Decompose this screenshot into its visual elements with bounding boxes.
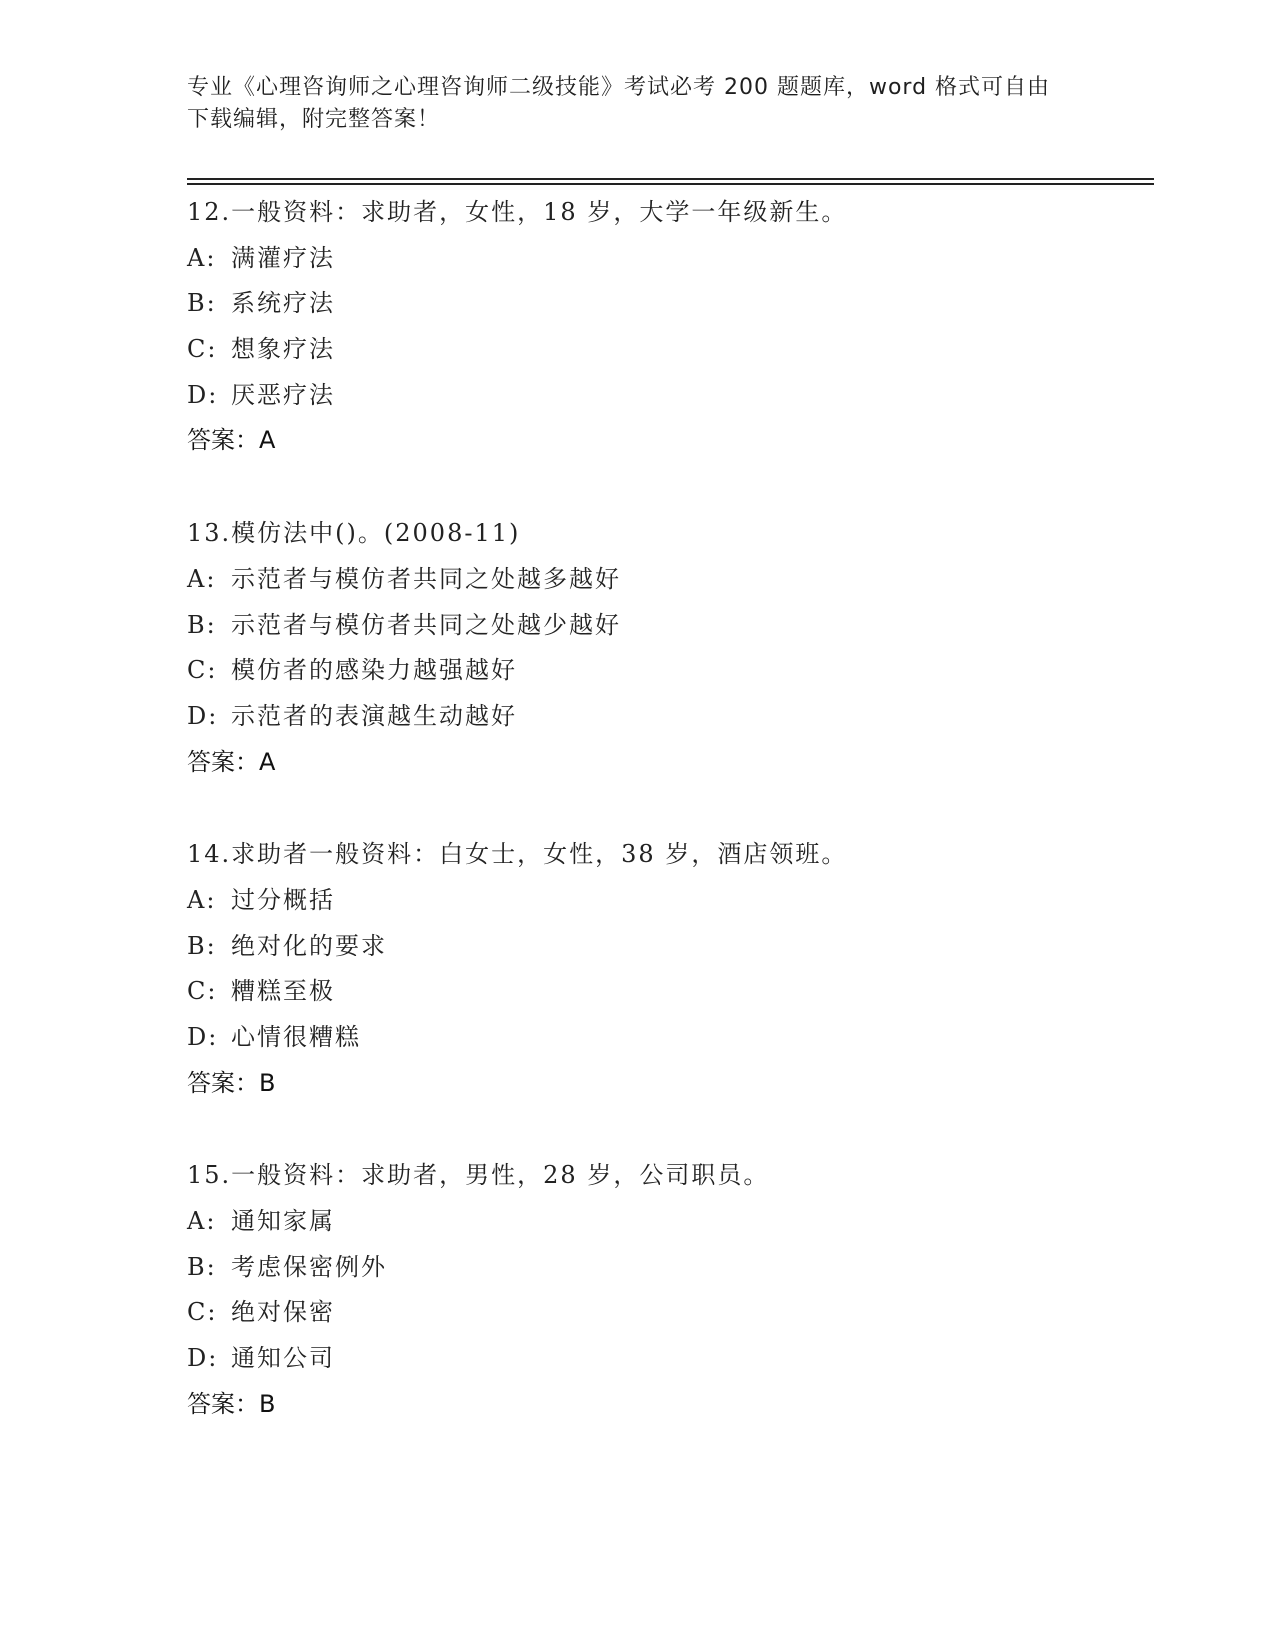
option-a: [187, 1199, 1147, 1245]
option-label: A:: [187, 885, 217, 914]
option-text: 心情很糟糕: [231, 1023, 361, 1051]
question-14: [187, 832, 1147, 1106]
document-header: 专业《心理咨询师之心理咨询师二级技能》考试必考 200 题题库，word 格式可自由下载编辑，附完整答案！: [187, 75, 1051, 132]
option-text: 通知家属: [231, 1207, 335, 1236]
question-stem: 12.一般资料：求助者，女性，18 岁，大学一年级新生。: [187, 198, 848, 226]
question-13: [187, 511, 1147, 785]
option-text: 过分概括: [231, 885, 335, 914]
header-divider-bottom: [187, 183, 1154, 185]
question-list: [187, 190, 1147, 1475]
option-label: C:: [187, 977, 218, 1006]
option-label: C:: [187, 656, 218, 685]
option-b: [187, 924, 1147, 970]
question-stem: 14.求助者一般资料：白女士，女性，38 岁，酒店领班。: [187, 840, 848, 869]
option-d: [187, 694, 1147, 740]
option-d: [187, 1015, 1147, 1061]
option-text: 示范者与模仿者共同之处越少越好: [231, 610, 621, 639]
answer-line: 答案：A: [187, 426, 276, 455]
option-a: [187, 236, 1147, 282]
option-c: [187, 648, 1147, 694]
question-stem: 13.模仿法中()。(2008-11): [187, 519, 521, 548]
option-label: B:: [187, 289, 217, 318]
question-12: [187, 190, 1147, 464]
option-text: 绝对化的要求: [231, 931, 387, 960]
option-text: 模仿者的感染力越强越好: [231, 656, 517, 685]
question-stem: 15.一般资料：求助者，男性，28 岁，公司职员。: [187, 1161, 770, 1190]
option-label: A:: [187, 1207, 217, 1236]
option-text: 满灌疗法: [231, 243, 335, 272]
option-label: A:: [187, 243, 217, 272]
option-text: 糟糕至极: [231, 977, 335, 1006]
option-label: C:: [187, 335, 218, 364]
option-d: [187, 373, 1147, 419]
option-text: 厌恶疗法: [231, 380, 335, 409]
answer-line: 答案：B: [187, 1068, 276, 1097]
option-c: [187, 969, 1147, 1015]
answer-line: 答案：A: [187, 747, 276, 776]
option-b: [187, 1245, 1147, 1291]
option-label: B:: [187, 610, 217, 639]
option-text: 示范者的表演越生动越好: [231, 701, 517, 730]
option-label: D:: [187, 380, 219, 409]
option-text: 绝对保密: [231, 1298, 335, 1327]
option-b: [187, 281, 1147, 327]
option-label: A:: [187, 564, 217, 593]
option-text: 示范者与模仿者共同之处越多越好: [231, 564, 621, 593]
option-c: [187, 1290, 1147, 1336]
option-text: 考虑保密例外: [231, 1252, 387, 1281]
option-text: 系统疗法: [231, 289, 335, 318]
option-c: [187, 327, 1147, 373]
header-divider-top: [187, 178, 1154, 180]
option-text: 通知公司: [231, 1344, 335, 1373]
option-a: [187, 878, 1147, 924]
answer-line: 答案：B: [187, 1389, 276, 1418]
option-label: C:: [187, 1298, 218, 1327]
option-label: B:: [187, 931, 217, 960]
option-label: D:: [187, 1344, 219, 1373]
option-label: B:: [187, 1252, 217, 1281]
option-b: [187, 603, 1147, 649]
option-a: [187, 557, 1147, 603]
option-d: [187, 1336, 1147, 1382]
option-label: D:: [187, 1023, 219, 1051]
question-15: [187, 1153, 1147, 1427]
option-label: D:: [187, 701, 219, 730]
option-text: 想象疗法: [231, 335, 335, 364]
